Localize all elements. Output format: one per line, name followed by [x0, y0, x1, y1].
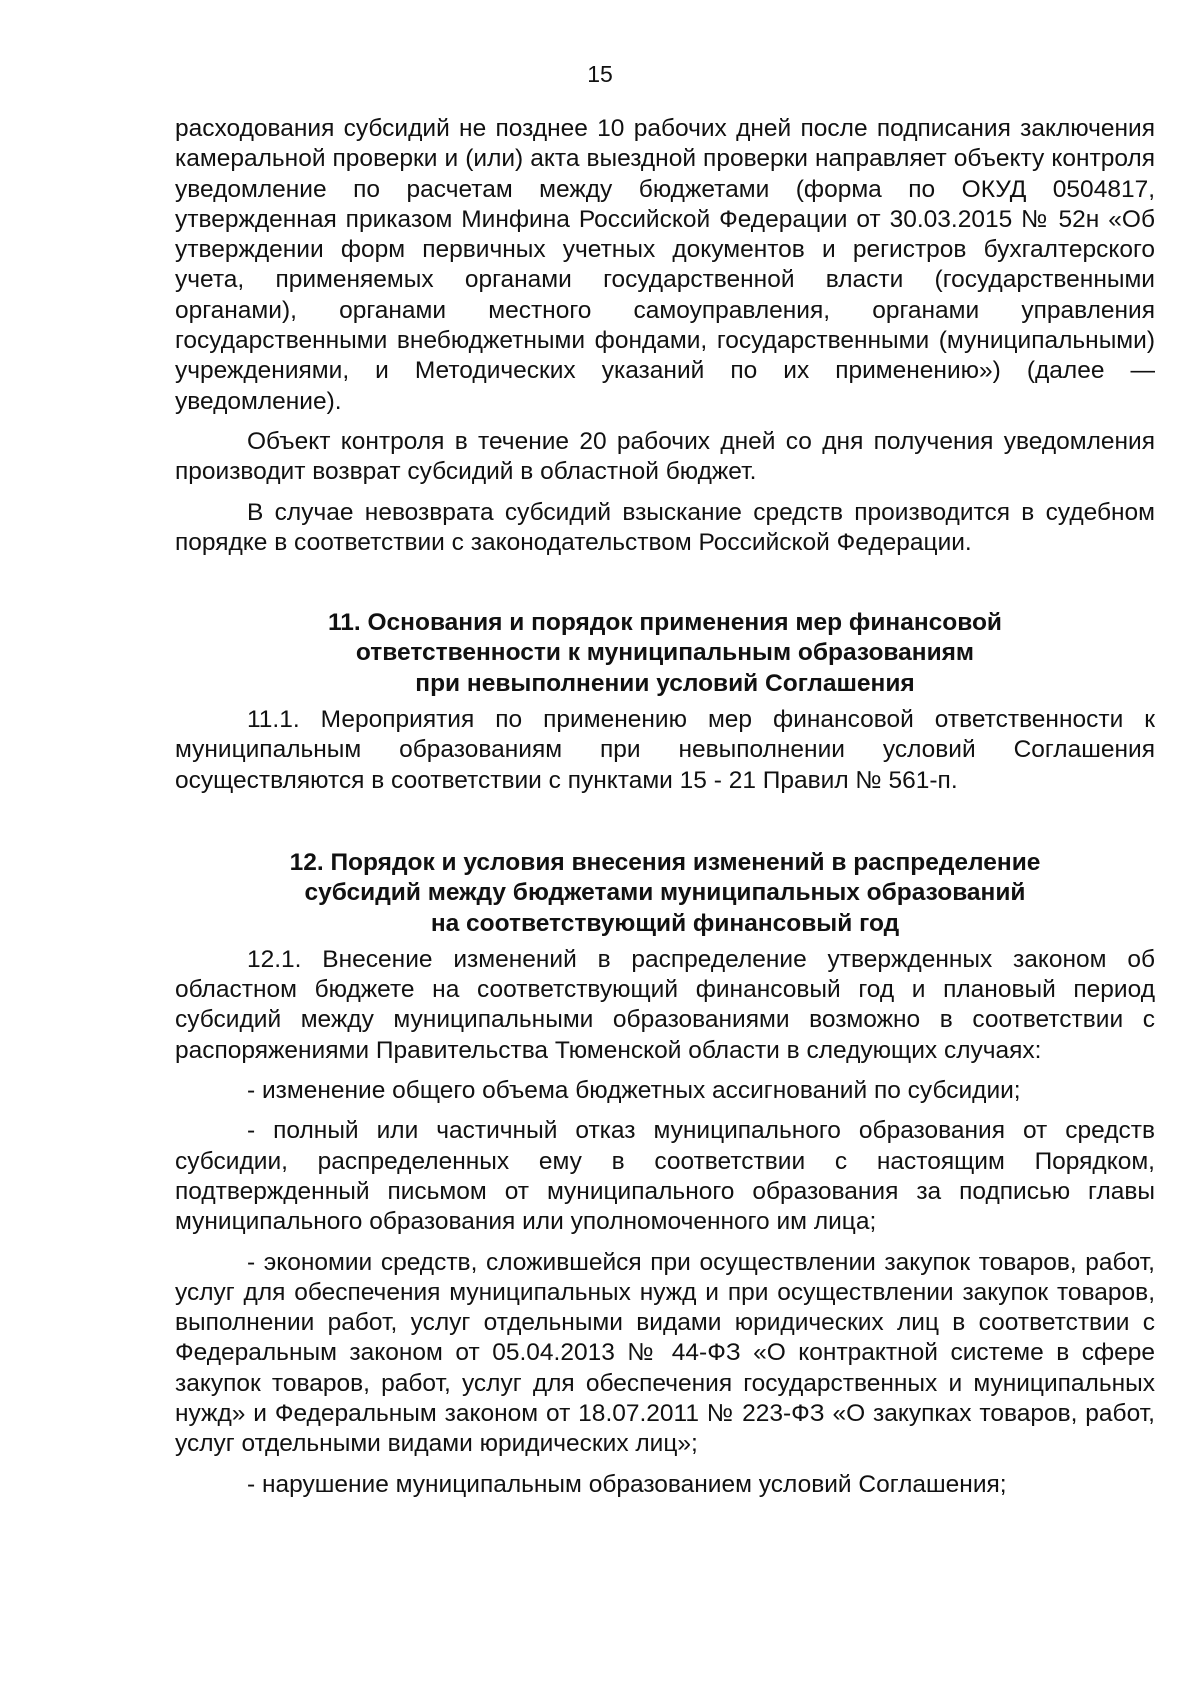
page-number: 15 [587, 61, 613, 87]
heading-line: 12. Порядок и условия внесения изменений в распределение [289, 848, 1041, 876]
heading-line: на соответствующий финансовый год [430, 909, 900, 937]
document-body [175, 114, 1155, 1500]
heading-line: при невыполнении условий Соглашения [415, 669, 915, 697]
heading-line: 11. Основания и порядок применения мер финансовой [327, 609, 1002, 637]
heading-line: субсидий между бюджетами муниципальных образований [304, 879, 1026, 907]
paragraph-court: В случае невозврата субсидий взыскание средств производится в судебном порядке в соответствии с законодательством Российской Федерации. [175, 498, 1155, 556]
paragraph-11-1: 11.1. Мероприятия по применению мер финансовой ответственности к муниципальным образованиям при невыполнении условий Соглашения осуществляются в соответствии с пунктами 15 - 21 Правил № 561-п. [175, 706, 1155, 794]
paragraph-12-1: 12.1. Внесение изменений в распределение утвержденных законом об областном бюджете на соответствующий финансовый год и плановый период субсидий между муниципальными образованиями возможно в соответствии с распоряжениями Правительства Тюменской области в следующих случаях: [175, 945, 1155, 1064]
paragraph-refund: Объект контроля в течение 20 рабочих дней со дня получения уведомления производит возврат субсидий в областной бюджет. [175, 427, 1155, 486]
list-item-violation: - нарушение муниципальным образованием условий Соглашения; [247, 1470, 1007, 1498]
list-item-savings: - экономии средств, сложившейся при осуществлении закупок товаров, работ, услуг для обеспечения муниципальных нужд и при осуществлении закупок товаров, выполнении работ, услуг отдельными видами юридических лиц в соответствии с Федеральным законом от 05.04.2013 № 44-ФЗ «О контрактной системе в сфере закупок товаров, работ, услуг для обеспечения государственных и муниципальных нужд» и Федеральным законом от 18.07.2011 № 223-ФЗ «О закупках товаров, работ, услуг отдельными видами юридических лиц»; [175, 1248, 1155, 1458]
heading-line: ответственности к муниципальным образованиям [355, 639, 975, 667]
section-11-heading [175, 608, 1155, 699]
section-12-heading [175, 848, 1155, 939]
paragraph-continuation: расходования субсидий не позднее 10 рабочих дней после подписания заключения камеральной проверки и (или) акта выездной проверки направляет объекту контроля уведомление по расчетам между бюджетами (форма по ОКУД 0504817, утвержденная приказом Минфина Российской Федерации от 30.03.2015 № 52н «Об утверждении форм первичных учетных документов и регистров бухгалтерского учета, применяемых органами государственной власти (государственными органами), органами местного самоуправления, органами управления государственными внебюджетными фондами, государственными (муниципальными) учреждениями, и Методических указаний по их применению») (далее — уведомление). [175, 115, 1155, 415]
list-item-budget-change: - изменение общего объема бюджетных ассигнований по субсидии; [247, 1077, 1021, 1105]
list-item-refusal: - полный или частичный отказ муниципального образования от средств субсидии, распределенных ему в соответствии с настоящим Порядком, подтвержденный письмом от муниципального образования за подписью главы муниципального образования или уполномоченного им лица; [175, 1117, 1155, 1236]
